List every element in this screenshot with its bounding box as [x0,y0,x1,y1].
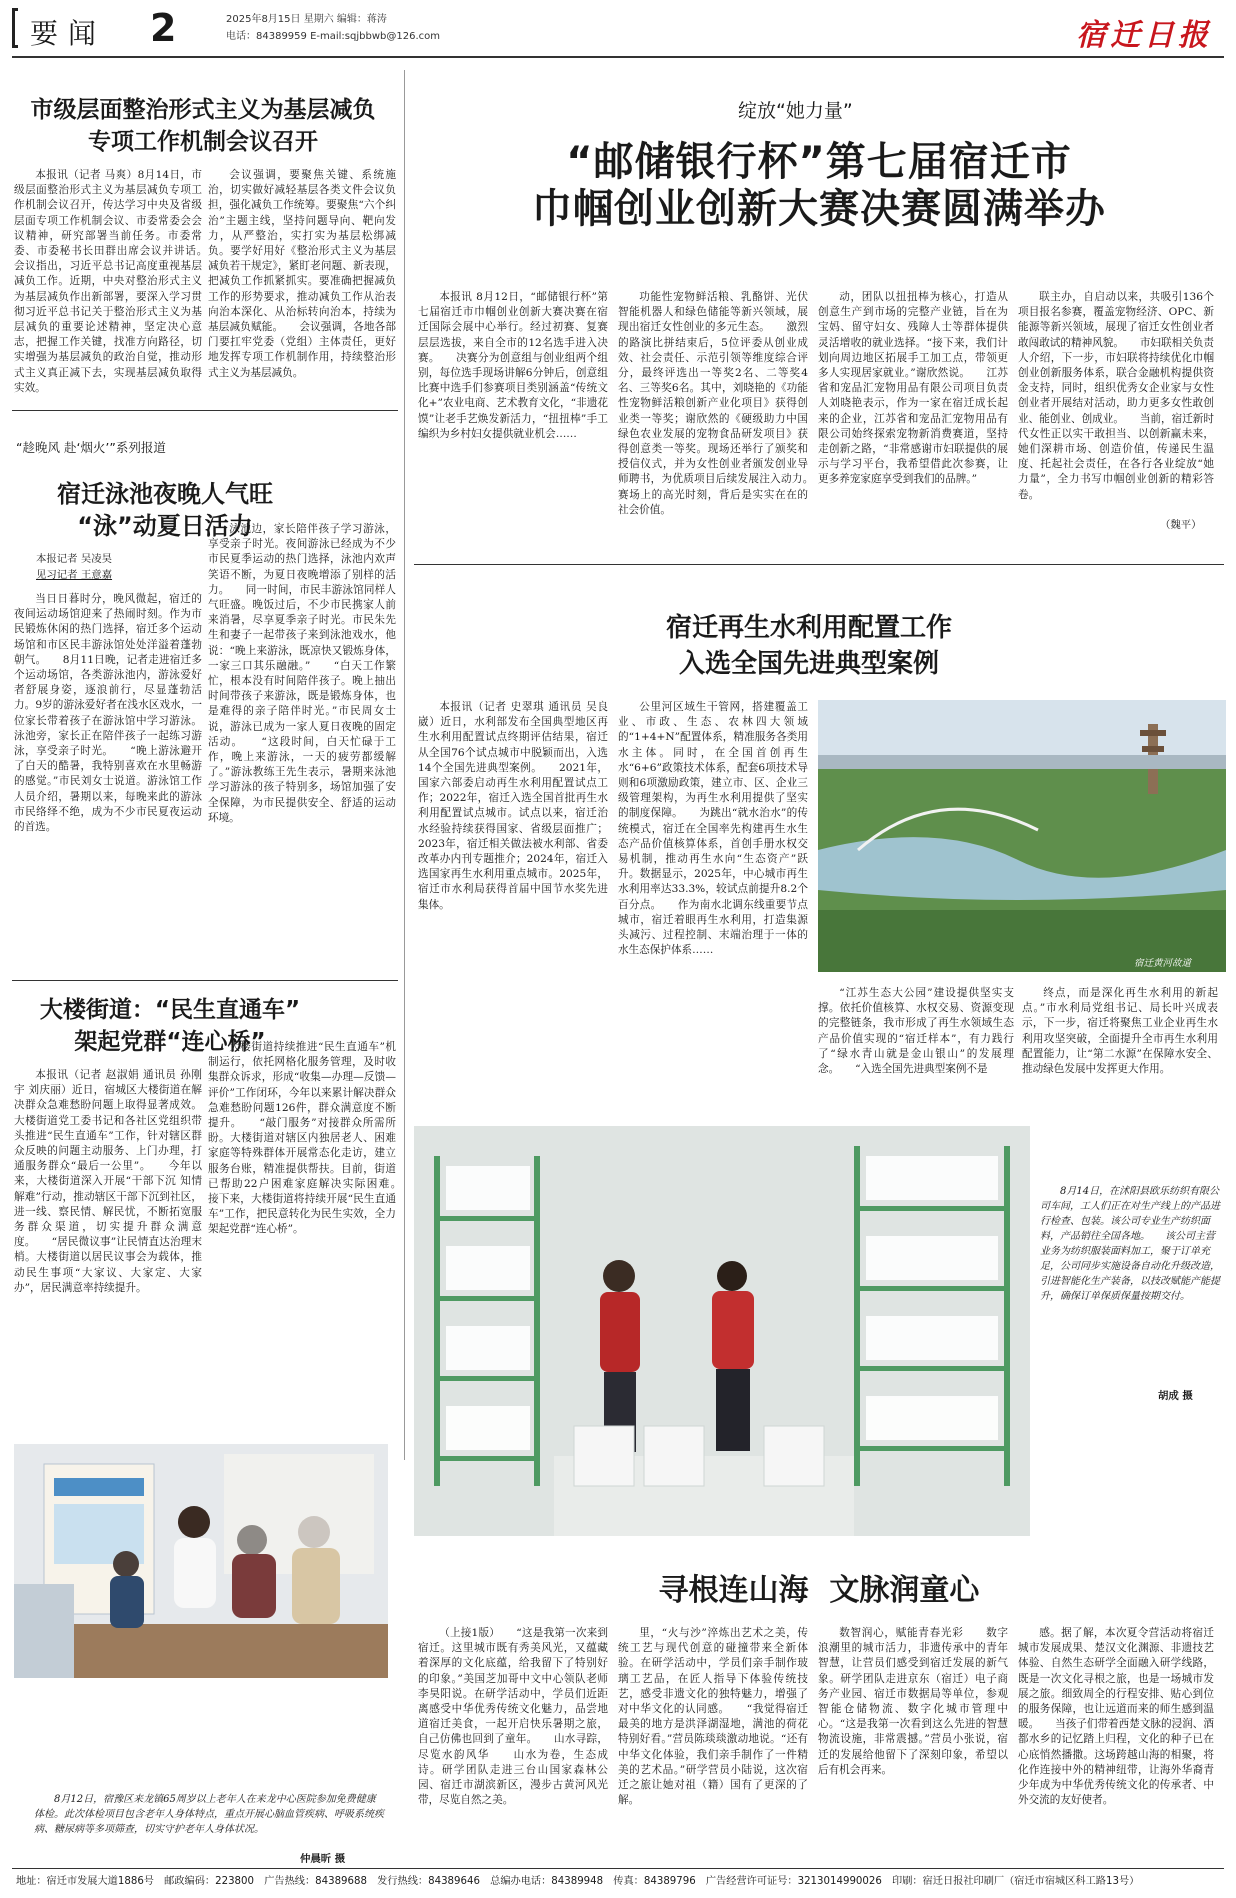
masthead-bracket [12,8,18,48]
photo-left-credit: 仲晨昕 摄 [300,1853,346,1865]
photo-textile-factory [414,1126,1030,1536]
masthead-rule [12,56,1224,58]
photo-left-caption: 8月12日，宿豫区来龙镇65周岁以上老年人在来龙中心医院参加免费健康体检。此次体检项目包含老年人身体特点，重点开展心脑血管疾病、呼吸系统疾病、糖尿病等多项筛查，切实守护老年人身体状况。 [34,1794,384,1835]
footer-info: 地址：宿迁市发展大道1886号 邮政编码：223800 广告热线：84389688 发行热线：84389646 总编办电话：84389948 传真：84389796 广告经营许可证号：3213014990026 印刷：宿迁日报社印刷厂（宿迁市宿城区科工路13号） [16,1876,1140,1887]
page-number: 2 [150,6,177,50]
article5-title-line1: 宿迁再生水利用配置工作 [665,613,952,643]
article1-col2: 会议强调，要聚焦关键、系统施治，切实做好减轻基层各类文件会议负担，强化减负工作统筹。要聚焦“六个纠治”主题主线，坚持问题导向、靶向发力，从严整治，实打实为基层松绑减负。要学好用好《整治形式主义为基层减负若干规定》，紧盯老问题、新表现，把减负工作抓紧抓实。要准确把握减负工作的形势要求，推动减负工作从治表向治本深化、从治标转向治本，持续为基层减负赋能。 会议强调，各地各部门要扛牢党委（党组）主体责任，更好地发挥专项工作机制作用，持续整治形式主义为基层减负。 [208,169,396,379]
article4-credit: （魏平） [1160,519,1202,531]
article5-col3: “江苏生态大公园”建设提供坚实支撑。依托价值核算、水权交易、资源变现的完整链条，我市形成了再生水领域生态产品价值实现的“宿迁样本”，有力践行了“绿水青山就是金山银山”的发展理念。 “入选全国先进典型案例不是 [818,987,1014,1076]
photo-right-credit: 胡成 摄 [1158,1390,1193,1402]
article6-col4: 感。据了解，本次夏令营活动将宿迁城市发展成果、楚汉文化渊源、非遗技艺体验、自然生态研学全面融入研学线路，既是一次文化寻根之旅，也是一场城市发展之旅。细致周全的行程安排、贴心到位的服务保障，也让远道而来的师生感到温暖。 当孩子们带着西楚文脉的浸润、酒都水乡的记忆踏上归程，文化的种子已在心底悄然播撒。这场跨越山海的相聚，将化作连接中外的精神纽带，让海外华裔青少年成为中华优秀传统文化的传承者、中外交流的友好使者。 [1018,1627,1214,1807]
article6-col2: 里，“火与沙”淬炼出艺术之美，传统工艺与现代创意的碰撞带来全新体验。在研学活动中，学员们亲手制作玻璃工艺品，在匠人指导下体验传统技艺，感受非遗文化的独特魅力，增强了对中华文化的认同感。 “我觉得宿迁最美的地方是洪泽湖湿地，满池的荷花特别好看。”营员陈琰琰激动地说。“还有中华文化体验，我们亲手制作了一件精美的艺术品。”研学营员小陆说，这次宿迁之旅让她对祖（籍）国有了更深的了解。 [618,1627,808,1807]
divider [12,410,398,411]
article4-col3: 动，团队以扭扭棒为核心，打造从创意生产到市场的完整产业链，旨在为宝妈、留守妇女、残障人士等群体提供灵活增收的就业选择。“接下来，我们计划向周边地区拓展手工加工点，带领更多人实现居家就业。”谢欣然说。 江苏省和宠品汇宠物用品有限公司项目负责人刘晓艳表示，作为一家在宿迁成长起来的企业，江苏省和宠品汇宠物用品有限公司始终探索宠物新消费赛道，坚持走创新之路，“非常感谢市妇联提供的展示与学习平台，我希望借此次参赛，让更多养宠家庭享受到我们的品牌。” [818,291,1008,486]
article5-col4: 终点，而是深化再生水利用的新起点。”市水利局党组书记、局长叶兴成表示，下一步，宿迁将聚焦工业企业再生水利用攻坚突破，全面提升全市再生水利用配置能力，让“第二水源”在保障水安全、推动绿色发展中发挥更大作用。 [1022,987,1218,1076]
article1-col1: 本报讯（记者 马爽）8月14日，市级层面整治形式主义为基层减负专项工作机制会议召开，传达学习中央及省级层面专项工作机制会议、市委常委会会议精神，研究部署当前任务。市委常委、市委秘书长田群出席会议并讲话。 会议指出，习近平总书记高度重视基层减负工作。近期，中央对整治形式主义为基层减负作出新部署，要深入学习贯彻习近平总书记关于整治形式主义为基层减负的重要论述精神，坚定决心意志，把握工作关键，找准方向路径，切实增强为基层减负的政治自觉，推动形式主义真正减下去，实现基层减负取得实效。 [14,169,202,394]
article1-title-line1: 市级层面整治形式主义为基层减负 [30,97,376,123]
article2-col1: 当日日暮时分，晚风微起，宿迁的夜间运动场馆迎来了热闹时刻。作为市民锻炼休闲的热门选择，宿迁多个运动场馆和市区民丰游泳馆处处洋溢着蓬勃朝气。 8月11日晚，记者走进宿迁多个运动场馆，各类游泳池内，游泳爱好者舒展身姿，逐浪前行，尽显蓬勃活力。9岁的游泳爱好者在浅水区戏水，一位家长带着孩子在游泳馆中学习游泳。泳池旁，家长正在陪伴孩子一起练习游泳，享受亲子时光。 “晚上游泳避开了白天的酷暑，我特别喜欢在水里畅游的感觉。”市民刘女士说道。游泳馆工作人员介绍，暑期以来，每晚来此的游泳市民络绎不绝，成为不少市民夏夜运动的首选。 [14,593,202,834]
article5-title-line2: 入选全国先进典型案例 [678,649,939,679]
article3-col2: 大楼街道持续推进“民生直通车”机制运行，依托网格化服务管理，及时收集群众诉求，形成“收集—办理—反馈—评价”工作闭环，今年以来累计解决群众急难愁盼问题126件，群众满意度不断提升。 “敲门服务”对接群众所需所盼。大楼街道对辖区内独居老人、困难家庭等特殊群体开展常态化走访，建立服务台账，精准提供帮扶。目前，街道已帮助22户困难家庭解决实际困难。 接下来，大楼街道将持续开展“民生直通车”工作，把民意转化为民生实效，全力架起党群“连心桥”。 [208,1041,396,1236]
article5-photo-caption: 宿迁黄河故道 [1134,958,1192,969]
article2-title-line2: “泳”动夏日活力 [77,512,253,540]
column-divider [404,70,405,1460]
article4-col1: 本报讯 8月12日，“邮储银行杯”第七届宿迁市巾帼创业创新大赛决赛在宿迁国际会展中心举行。经过初赛、复赛层层选拔，来自全市的12名选手进入决赛。 决赛分为创意组与创业组两个组别，每位选手现场讲解6分钟后，创意组比赛中选手们参赛项目类别涵盖“传统文化+”农业电商、艺术教育文化，“非遗花馍”让老手艺焕发新活力，“扭扭棒”手工编织为乡村妇女提供就业机会…… [418,291,608,440]
yellow-river-illustration [818,700,1226,972]
article1-title-line2: 专项工作机制会议召开 [88,129,318,155]
article2-byline2: 见习记者 王意嘉 [36,569,113,581]
article6-col3: 数智润心，赋能青春光彩 数字浪潮里的城市活力，非遗传承中的青年智慧，让营员们感受到宿迁发展的新气象。研学团队走进京东（宿迁）电子商务产业园、宿迁市数据局等单位，参观智能仓储物流、数字化城市管理中心。“这是我第一次看到这么先进的智慧物流设施，非常震撼。”营员小张说，宿迁的发展给他留下了深刻印象，希望以后有机会再来。 [818,1627,1008,1776]
article6-col1: （上接1版） “这是我第一次来到宿迁。这里城市既有秀美风光，又蕴藏着深厚的文化底蕴，给我留下了特别好的印象。”美国芝加哥中文中心领队老师李昊阳说。在研学活动中，学员们近距离感受中华优秀传统文化魅力，品尝地道宿迁美食，一起开启快乐暑期之旅，自己仿佛也回到了童年。 山水寻踪，尽览水韵风华 山水为卷，生态成诗。研学团队走进三台山国家森林公园、宿迁市湖滨新区，漫步古黄河风光带，尽览自然之美。 [418,1627,608,1807]
article2-title-line1: 宿迁泳池夜晚人气旺 [57,480,273,508]
divider [12,980,398,981]
article5-col2: 公里河区域生干管网，搭建覆盖工业、市政、生态、农林四大领域的“1+4+N”配置体系，精准服务各类用水主体。同时，在全国首创再生水“6+6”政策技术体系，配套6项技术导则和6项激励政策，建立市、区、企业三级管理架构，为再生水利用提供了坚实的制度保障。 为跳出“就水治水”的传统模式，宿迁在全国率先构建再生水生态产品价值核算体系，首创手册水权交易机制，推动再生水向“生态资产”跃升。数据显示，2025年，中心城市再生水利用率达33.3%，较试点前提升8.2个百分点。 作为南水北调东线重要节点城市，宿迁着眼再生水利用，打造集源头减污、过程控制、末端治理于一体的水生态保护体系…… [618,701,808,957]
article2-byline1: 本报记者 吴凌昊 [36,553,113,565]
article4-title-line2: 巾帼创业创新大赛决赛圆满举办 [532,186,1106,232]
article4-col4: 联主办，自启动以来，共吸引136个项目报名参赛，覆盖宠物经济、OPC、新能源等新兴领域，展现了宿迁女性创业者敢闯敢试的精神风貌。 市妇联相关负责人介绍，下一步，市妇联将持续优化巾帼创业创新服务体系，联合金融机构提供资金支持，同时，组织优秀女企业家与女性创业者开展结对活动，助力更多女性敢创业、能创业、创成业。 当前，宿迁新时代女性正以实干敢担当、以创新赢未来，她们深耕市场、创造价值，传递民生温度、托起社会责任，在各行各业绽放“她力量”，全力书写巾帼创业创新的精彩答卷。 [1018,291,1214,501]
contact-line: 电话：84389959 E-mail:sqjbbwb@126.com [226,31,440,42]
article4-col2: 功能性宠物鲜活粮、乳酪饼、光伏智能机器人和绿色储能等新兴领域，展现出宿迁女性创业的多元生态。 激烈的路演比拼结束后，5位评委从创业成效、社会责任、示范引领等维度综合评分，最终评选出一等奖2名、二等奖4名、三等奖6名。其中，刘晓艳的《功能性宠物鲜活粮创新产业化项目》获得创业类一等奖；谢欣然的《硬级助力中国绿色农业发展的宠物食品研发项目》获得创意类一等奖。现场还举行了颁奖和授信仪式，并为女性创业者颁发创业导师聘书，为优质项目后续发展注入动力。 赛场上的高光时刻，背后是实实在在的社会价值。 [618,291,808,516]
health-check-illustration [14,1444,388,1678]
article6-title: 寻根连山海 文脉润童心 [658,1573,980,1608]
article3-title-line1: 大楼街道：“民生直通车” [39,997,301,1023]
article2-col2: 泳池边，家长陪伴孩子学习游泳，享受亲子时光。夜间游泳已经成为不少市民夏季运动的热门选择，泳池内欢声笑语不断，为夏日夜晚增添了别样的活力。 同一时间，市民丰游泳馆同样人气旺盛。晚饭过后，不少市民携家人前来消暑，尽享夏季亲子时光。市民朱先生和妻子一起带孩子来到泳池戏水，他说：“晚上来游泳，既凉快又锻炼身体，一家三口其乐融融。” “白天工作繁忙，根本没有时间陪伴孩子。晚上抽出时间带孩子来游泳，既是锻炼身体，也是难得的亲子陪伴时光。”市民周女士说，游泳已成为一家人夏日夜晚的固定活动。 “这段时间，白天忙碌于工作，晚上来游泳，一天的疲劳都缓解了。”游泳教练王先生表示，暑期来泳池学习游泳的孩子特别多，场馆加强了安全保障，为市民提供安全、舒适的运动环境。 [208,523,396,824]
masthead [0,0,1236,58]
photo-health-check [14,1444,388,1678]
divider [414,564,1224,565]
photo-yellow-river [818,700,1226,972]
footer-rule [12,1868,1224,1869]
photo-right-caption: 8月14日，在沭阳县欧乐纺织有限公司车间，工人们正在对生产线上的产品进行检查、包装。该公司专业生产纺织面料，产品销往全国各地。 该公司主营业务为纺织服装面料加工，聚于订单充足，公司同步实施设备自动化升级改造，引进智能化生产装备，以技改赋能产能提升，确保订单保质保量按期交付。 [1040,1186,1220,1302]
kicker-text: 绽放“她力量” [738,100,853,122]
article3-col1: 本报讯（记者 赵淑娟 通讯员 孙刚宇 刘庆丽）近日，宿城区大楼街道在解决群众急难愁盼问题上取得显著成效。大楼街道党工委书记和各社区党组织带头推进“民生直通车”工作，针对辖区群众反映的问题主动服务、上门办理，打通服务群众“最后一公里”。 今年以来，大楼街道深入开展“干部下沉 知情解难”行动，推动辖区干部下沉到社区，进一线、察民情、解民忧，不断拓宽服务群众渠道，切实提升群众满意度。 “居民微议事”让民情直达治理末梢。大楼街道以居民议事会为载体，推动民生事项“大家议、大家定、大家办”，居民满意率持续提升。 [14,1069,202,1294]
article5-col1: 本报讯（记者 史翠琪 通讯员 吴良崴）近日，水利部发布全国典型地区再生水利用配置试点终期评估结果，宿迁从全国76个试点城市中脱颖而出，入选14个全国先进典型案例。 2021年，国家六部委启动再生水利用配置试点工作；2022年，宿迁入选全国首批再生水利用配置试点城市。试点以来，宿迁治水经验持续获得国家、省级层面推广；2023年，宿迁相关做法被水利部、省委改革办内刊专题推介；2024年，宿迁入选国家再生水利用重点城市。2025年，宿迁市水利局获得首届中国节水奖先进集体。 [418,701,608,911]
article3-title-line2: 架起党群“连心桥” [74,1029,266,1055]
paper-name: 宿迁日报 [1076,18,1212,53]
textile-factory-illustration [414,1126,1030,1536]
date-line: 2025年8月15日 星期六 编辑：蒋涛 [226,14,387,25]
section-name: 要闻 [30,17,107,50]
series-label: “趁晚风 赴‘烟火’”系列报道 [16,440,166,455]
article4-title-line1: “邮储银行杯”第七届宿迁市 [566,139,1072,185]
